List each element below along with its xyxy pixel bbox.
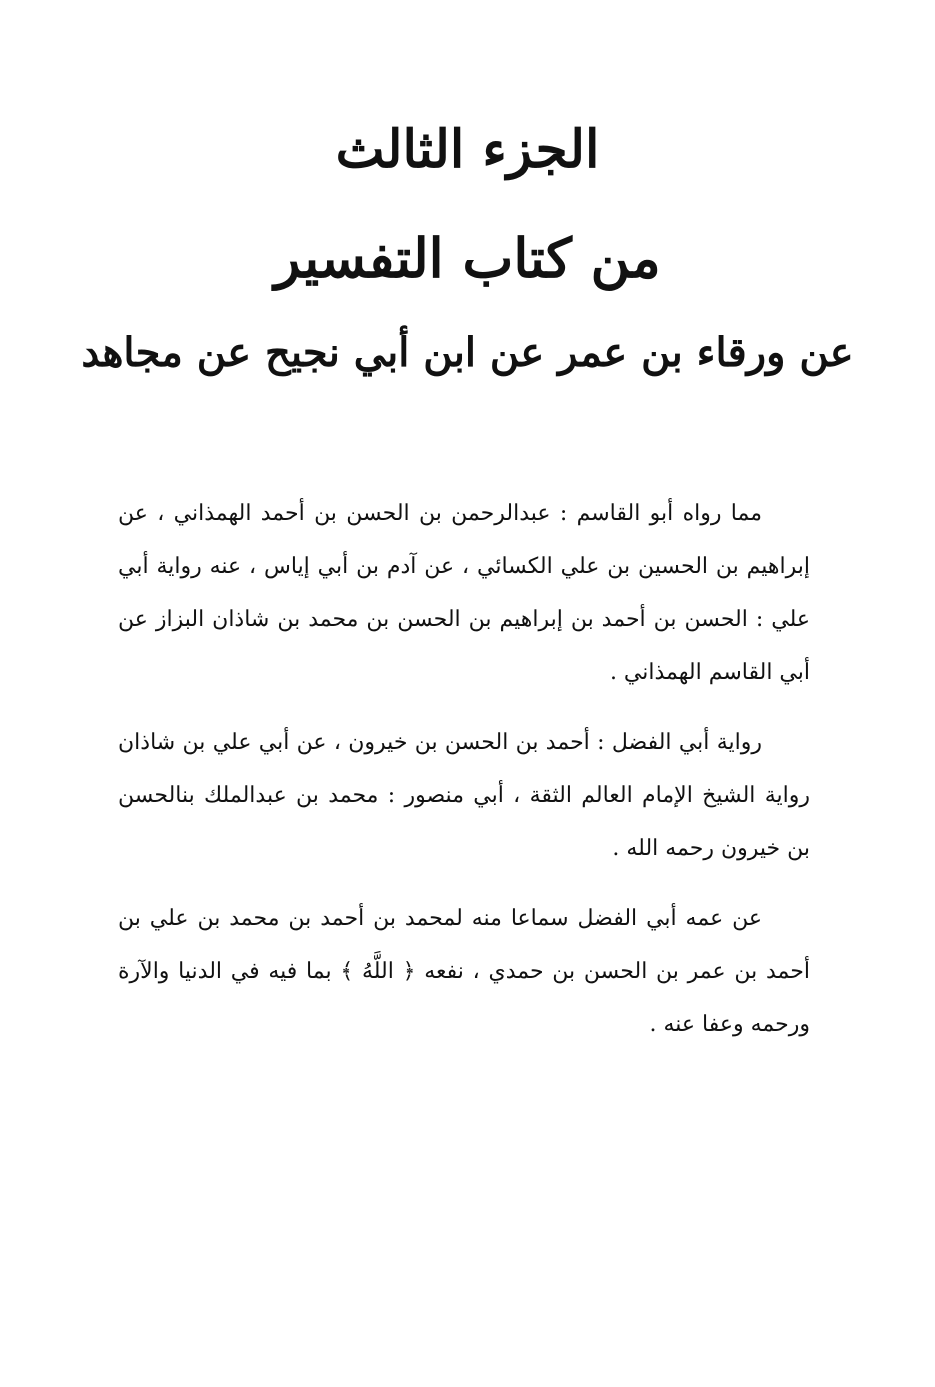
chain-title: عن ورقاء بن عمر عن ابن أبي نجيح عن مجاهد bbox=[81, 329, 854, 376]
body-text bbox=[118, 487, 810, 1068]
part-title: الجزء الثالث bbox=[335, 119, 600, 180]
paragraph-2: رواية أبي الفضل : أحمد بن الحسن بن خيرون ، عن أبي علي بن شاذان رواية الشيخ الإمام العالم الثقة ، أبي منصور : محمد بن عبدالملك بنالحسن بن خيرون رحمه الله . bbox=[118, 730, 810, 861]
book-title: من كتاب التفسير bbox=[274, 226, 661, 290]
paragraph-3: عن عمه أبي الفضل سماعا منه لمحمد بن أحمد بن محمد بن علي بن أحمد بن عمر بن الحسن بن حمدي ، نفعه ﴿ اللَّهُ ﴾ بما فيه في الدنيا والآرة ورحمه وعفا عنه . bbox=[118, 906, 810, 1037]
paragraph-1: مما رواه أبو القاسم : عبدالرحمن بن الحسن بن أحمد الهمذاني ، عن إبراهيم بن الحسين بن علي الكسائي ، عن آدم بن أبي إياس ، عنه رواية أبي علي : الحسن بن أحمد بن إبراهيم بن الحسن بن محمد بن شاذان البزاز عن أبي القاسم الهمذاني . bbox=[118, 501, 810, 685]
